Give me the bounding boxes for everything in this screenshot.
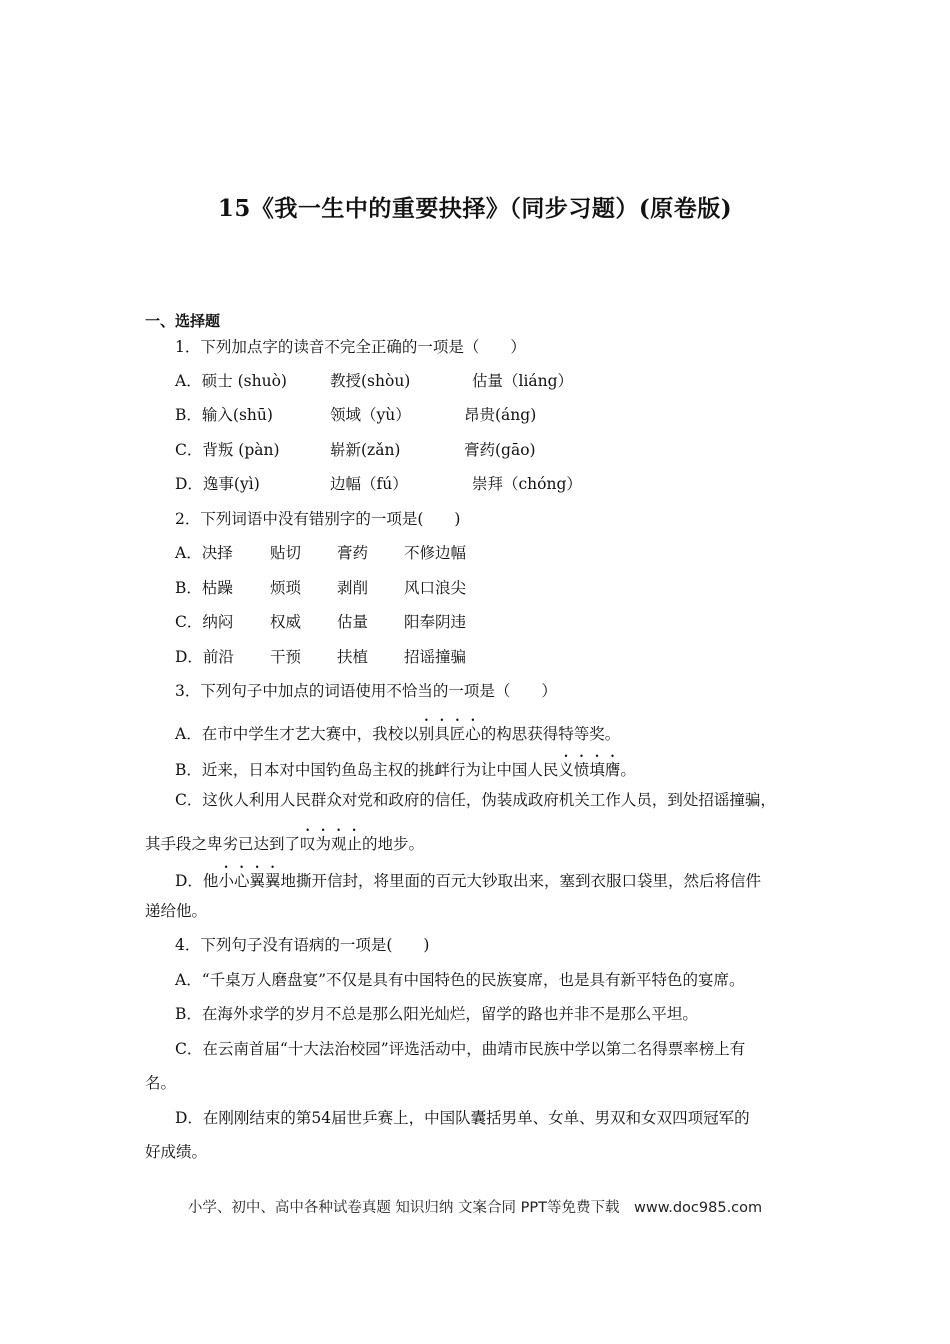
q1-b-2: 领域（yù） — [330, 406, 411, 424]
q1-option-a — [175, 371, 573, 391]
q2-a-1: A．决择 — [175, 544, 233, 562]
q3-b-post: 。 — [620, 761, 636, 779]
q4-option-d-line1: D．在刚刚结束的第54届世乒赛上，中国队囊括男单、女单、男双和女双四项冠军的 — [175, 1109, 750, 1127]
q2-c-4: 阳奉阴违 — [404, 613, 467, 631]
q2-a-3: 膏药 — [337, 544, 369, 562]
q1-c-1: C．背叛 (pàn) — [175, 441, 280, 459]
q2-option-d — [175, 647, 466, 667]
q3-d-pre: D．他 — [175, 872, 219, 890]
page-footer: 小学、初中、高中各种试卷真题 知识归纳 文案合同 PPT等免费下载 www.doc985.com — [187, 1200, 763, 1216]
q2-b-1: B．枯躁 — [175, 579, 233, 597]
page-title: 15《我一生中的重要抉择》（同步习题）(原卷版) — [217, 195, 733, 222]
q3-c-pre: 其手段之卑劣已达到了 — [145, 835, 301, 853]
q3-option-d-line1 — [175, 863, 761, 891]
q3-a-dotted-word: 别具匠心 — [418, 725, 481, 743]
q3-b-pre: B．近来，日本对中国钓鱼岛主权的挑衅行为让中国人民 — [175, 761, 559, 779]
q2-d-1: D．前沿 — [175, 648, 234, 666]
q4-option-c-line1: C．在云南首届“十大法治校园”评选活动中，曲靖市民族中学以第二名得票率榜上有 — [175, 1040, 746, 1058]
q1-option-b — [175, 405, 536, 425]
q1-d-3: 崇拜（chóng） — [472, 475, 582, 493]
q4-option-b: B．在海外求学的岁月不总是那么阳光灿烂，留学的路也并非不是那么平坦。 — [175, 1005, 698, 1023]
q1-b-1: B．输入(shū) — [175, 406, 273, 424]
q2-option-b — [175, 578, 466, 598]
q2-b-4: 风口浪尖 — [404, 579, 467, 597]
q2-d-2: 干预 — [270, 648, 302, 666]
q2-d-3: 扶植 — [337, 648, 369, 666]
q4-stem: 4．下列句子没有语病的一项是( ) — [175, 936, 430, 954]
q2-option-c — [175, 612, 466, 632]
q4-option-a: A．“千桌万人磨盘宴”不仅是具有中国特色的民族宴席，也是具有新平特色的宴席。 — [175, 971, 745, 989]
q1-stem: 1．下列加点字的读音不完全正确的一项是（ ） — [175, 338, 526, 356]
q2-d-4: 招谣撞骗 — [404, 648, 467, 666]
q3-a-pre: A．在市中学生才艺大赛中，我校以 — [175, 725, 419, 743]
q1-a-1: A．硕士 (shuò) — [175, 372, 287, 390]
q1-c-3: 膏药(gāo) — [464, 441, 536, 459]
q3-option-c-line2 — [145, 826, 424, 854]
q1-b-3: 昂贵(áng) — [464, 406, 537, 424]
q2-a-4: 不修边幅 — [404, 544, 467, 562]
q3-option-d-line2: 递给他。 — [145, 902, 208, 920]
q3-d-dotted-word: 小心翼翼 — [218, 872, 281, 890]
q2-c-1: C．纳闷 — [175, 613, 234, 631]
q3-option-a — [175, 716, 620, 744]
q4-option-d-line2: 好成绩。 — [145, 1143, 208, 1161]
q2-stem: 2．下列词语中没有错别字的一项是( ) — [175, 510, 461, 528]
q4-option-c-line2: 名。 — [145, 1074, 177, 1092]
q3-option-c-line1: C．这伙人利用人民群众对党和政府的信任，伪装成政府机关工作人员，到处招谣撞骗， — [175, 791, 776, 809]
q2-c-2: 权威 — [270, 613, 302, 631]
q1-d-1: D．逸事(yì) — [175, 475, 260, 493]
q1-option-d — [175, 474, 582, 494]
q1-option-c — [175, 440, 536, 460]
q3-option-b — [175, 752, 636, 780]
q3-d-post: 地撕开信封，将里面的百元大钞取出来，塞到衣服口袋里，然后将信件 — [280, 872, 761, 890]
q3-a-post: 的构思获得特等奖。 — [480, 725, 621, 743]
q3-stem: 3．下列句子中加点的词语使用不恰当的一项是（ ） — [175, 682, 557, 700]
q2-a-2: 贴切 — [270, 544, 302, 562]
q2-b-3: 剥削 — [337, 579, 369, 597]
q3-c-post: 的地步。 — [362, 835, 425, 853]
q1-a-3: 估量（liáng） — [472, 372, 574, 390]
q2-b-2: 烦琐 — [270, 579, 302, 597]
q1-a-2: 教授(shòu) — [330, 372, 411, 390]
section-heading: 一、选择题 — [145, 312, 221, 330]
q1-c-2: 崭新(zǎn) — [330, 441, 401, 459]
q3-b-dotted-word: 义愤填膺 — [558, 761, 621, 779]
q2-c-3: 估量 — [337, 613, 369, 631]
q3-c-dotted-word: 叹为观止 — [300, 835, 363, 853]
q1-d-2: 边幅（fú） — [330, 475, 408, 493]
q2-option-a — [175, 543, 466, 563]
